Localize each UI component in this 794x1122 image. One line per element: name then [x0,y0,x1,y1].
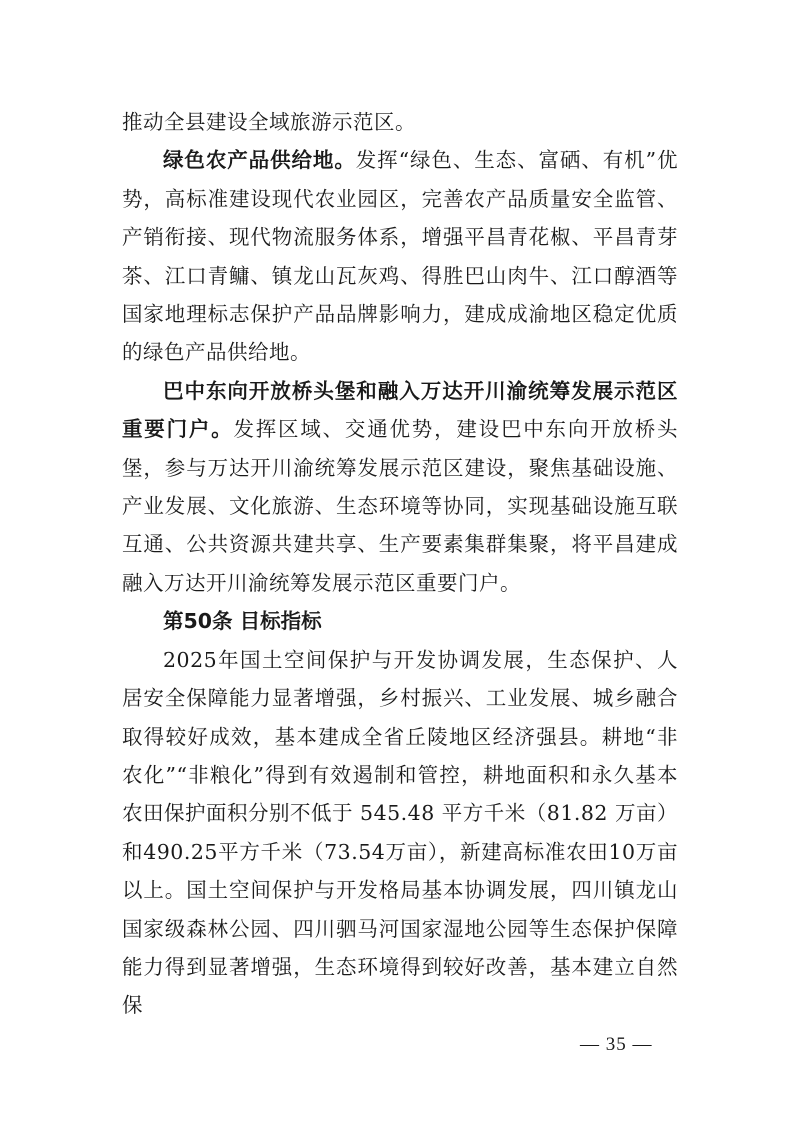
section-body-green-agriculture: 发挥“绿色、生态、富硒、有机”优势，高标准建设现代农业园区，完善农产品质量安全监管、产销衔接、现代物流服务体系，增强平昌青花椒、平昌青芽茶、江口青鳙、镇龙山瓦灰鸡、得胜巴山肉牛、江口醇酒等国家地理标志保护产品品牌影响力，建成成渝地区稳定优质的绿色产品供给地。 [122,148,678,365]
continuation-text: 推动全县建设全域旅游示范区。 [122,110,416,134]
article-50-heading: 第50条 目标指标 [163,609,322,634]
paragraph-green-agriculture [122,141,678,371]
paragraph-targets [122,641,678,1025]
paragraph-continuation [122,103,678,141]
document-page [122,103,678,1025]
section-heading-green-agriculture: 绿色农产品供给地。 [163,148,356,173]
page-number: — 35 — [580,1034,653,1055]
section-body-eastern-gateway: 发挥区域、交通优势，建设巴中东向开放桥头堡，参与万达开川渝统筹发展示范区建设，聚焦基础设施、产业发展、文化旅游、生态环境等协同，实现基础设施互联互通、公共资源共建共享、生产要素集群集聚，将平昌建成融入万达开川渝统筹发展示范区重要门户。 [122,417,679,595]
targets-body: 2025年国土空间保护与开发协调发展，生态保护、人居安全保障能力显著增强，乡村振兴、工业发展、城乡融合取得较好成效，基本建成全省丘陵地区经济强县。耕地“非农化”“非粮化”得到有效遏制和管控，耕地面积和永久基本农田保护面积分别不低于 545.48 平方千米（81.82 万亩）和490.25平方千米（73.54万亩），新建高标准农田10万亩以上。国土空间保护与开发格局基本协调发展，四川镇龙山国家级森林公园、四川驷马河国家湿地公园等生态保护保障能力得到显著增强，生态环境得到较好改善，基本建立自然保 [122,647,678,1018]
paragraph-eastern-gateway [122,372,678,602]
section-heading-eastern-gateway: 巴中东向开放桥头堡和融入万达开川渝统筹发展示范区重要门户。 [122,378,678,442]
